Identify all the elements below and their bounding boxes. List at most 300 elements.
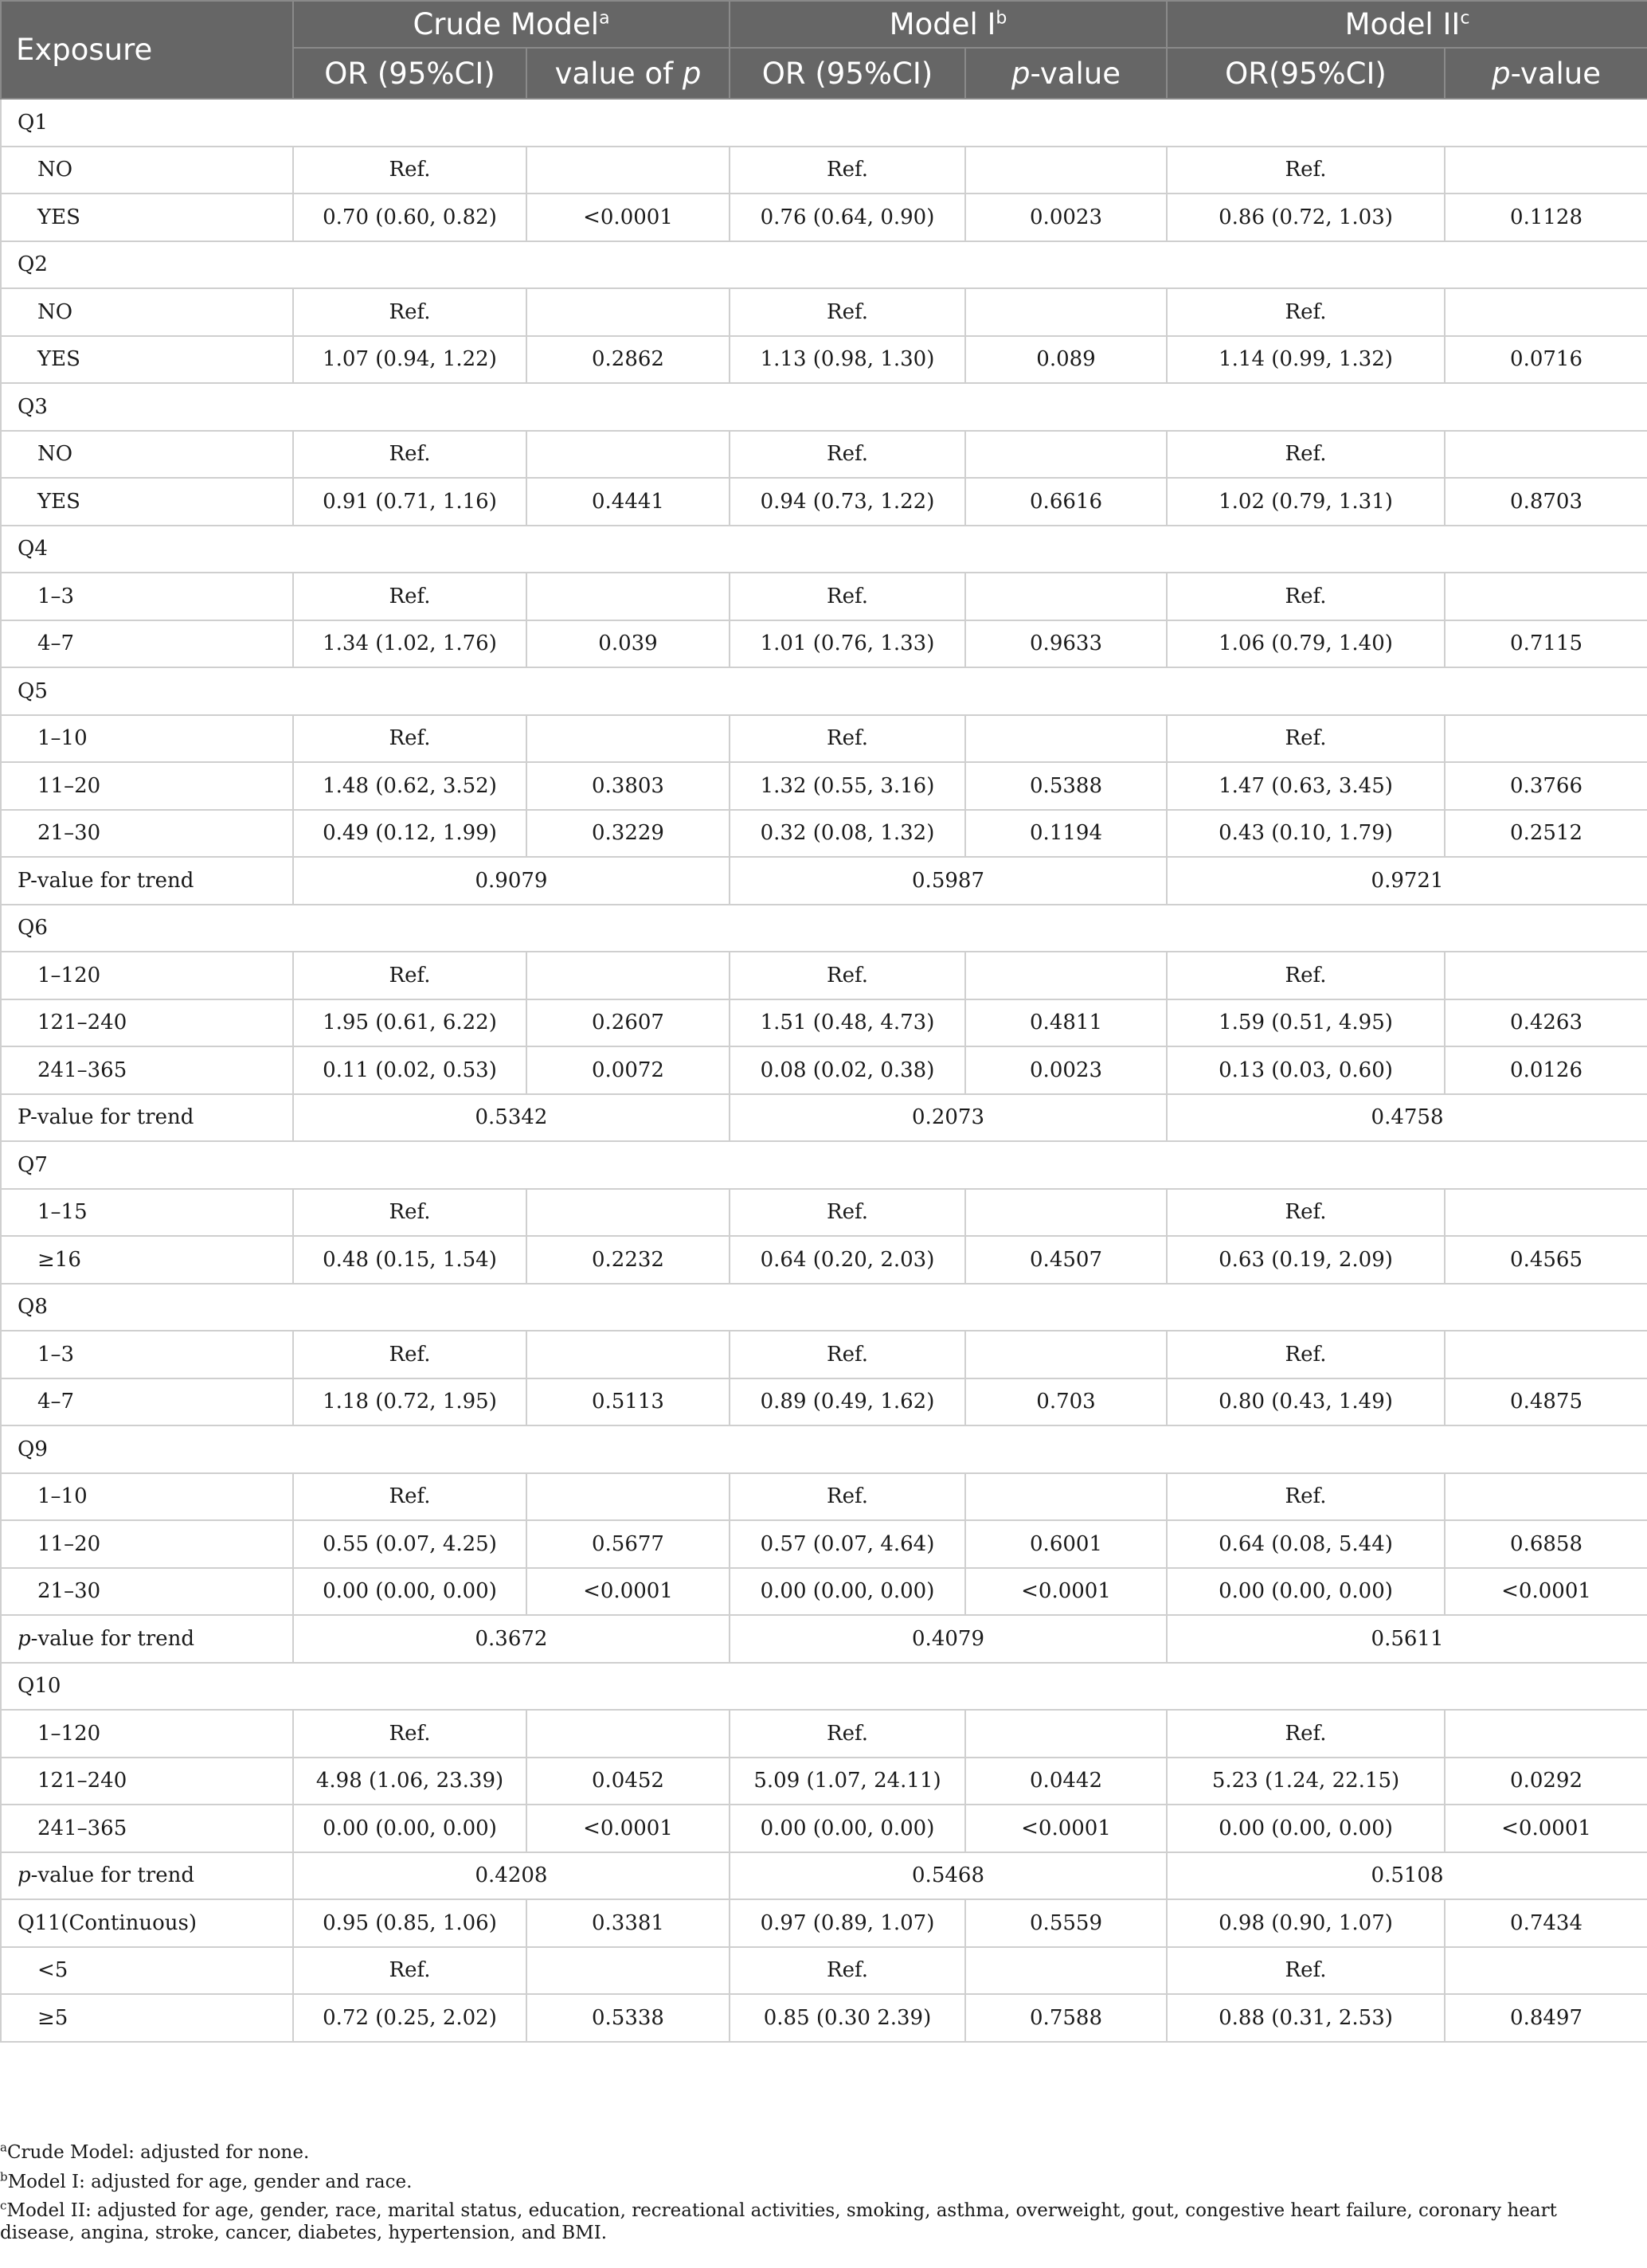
model-name: Model II xyxy=(1344,7,1461,41)
or-cell: Ref. xyxy=(293,1710,526,1758)
or-cell: Ref. xyxy=(730,573,965,620)
or-cell: Ref. xyxy=(730,1473,965,1521)
p-value-cell xyxy=(526,147,730,194)
p-value-cell: 0.703 xyxy=(965,1378,1167,1426)
group-label: Q6 xyxy=(1,905,293,952)
p-value-cell: <0.0001 xyxy=(526,1568,730,1616)
p-value-cell: 0.1128 xyxy=(1445,194,1647,241)
p-value-cell: 0.0126 xyxy=(1445,1046,1647,1094)
model-i-header xyxy=(730,1,1167,48)
empty-cell xyxy=(730,383,965,431)
empty-cell xyxy=(526,905,730,952)
table-body xyxy=(1,99,1647,2042)
header-text-italic: p xyxy=(682,56,702,91)
p-value-cell: 0.5677 xyxy=(526,1520,730,1568)
or-cell: 0.57 (0.07, 4.64) xyxy=(730,1520,965,1568)
trend-value: 0.4208 xyxy=(293,1852,730,1900)
p-value-cell: 0.3803 xyxy=(526,762,730,810)
or-cell: Ref. xyxy=(293,1331,526,1378)
trend-label xyxy=(1,1615,293,1663)
group-label: Q2 xyxy=(1,241,293,289)
or-cell: 1.95 (0.61, 6.22) xyxy=(293,999,526,1047)
empty-cell xyxy=(730,667,965,715)
header-text: OR(95%CI) xyxy=(1225,56,1387,91)
table-row xyxy=(1,336,1647,384)
header-text: OR (95%CI) xyxy=(324,56,495,91)
or-cell: 1.02 (0.79, 1.31) xyxy=(1167,478,1445,526)
row-label: 241–365 xyxy=(1,1046,293,1094)
p-value-cell: 0.6616 xyxy=(965,478,1167,526)
empty-cell xyxy=(965,241,1167,289)
p-value-cell: <0.0001 xyxy=(1445,1805,1647,1852)
p-value-cell: 0.0442 xyxy=(965,1758,1167,1805)
header-text-italic: p xyxy=(1011,56,1031,91)
footnote-marker: b xyxy=(0,2168,8,2184)
p-value-cell: 0.0292 xyxy=(1445,1758,1647,1805)
table-row xyxy=(1,1520,1647,1568)
table-row xyxy=(1,573,1647,620)
or-cell: Ref. xyxy=(730,1710,965,1758)
footnote-a xyxy=(0,2142,1633,2164)
footnote-text: Crude Model: adjusted for none. xyxy=(6,2142,310,2163)
empty-cell xyxy=(1445,1425,1647,1473)
row-label: NO xyxy=(1,288,293,336)
p-value-cell xyxy=(965,952,1167,999)
or-cell: Ref. xyxy=(730,147,965,194)
p-value-cell: 0.8497 xyxy=(1445,1994,1647,2042)
empty-cell xyxy=(1445,1141,1647,1189)
p-value-cell: 0.0452 xyxy=(526,1758,730,1805)
group-label: Q4 xyxy=(1,526,293,573)
group-row xyxy=(1,1141,1647,1189)
group-label: Q3 xyxy=(1,383,293,431)
trend-value: 0.9079 xyxy=(293,857,730,905)
p-value-cell xyxy=(1445,1189,1647,1237)
p-value-cell xyxy=(965,1710,1167,1758)
trend-row xyxy=(1,1852,1647,1900)
empty-cell xyxy=(1445,526,1647,573)
table-row xyxy=(1,1899,1647,1947)
p-value-cell: 0.7115 xyxy=(1445,620,1647,668)
p-value-cell: <0.0001 xyxy=(526,1805,730,1852)
or-cell: 1.48 (0.62, 3.52) xyxy=(293,762,526,810)
table-header xyxy=(1,1,1647,99)
or-cell: 1.47 (0.63, 3.45) xyxy=(1167,762,1445,810)
p-value-cell: 0.039 xyxy=(526,620,730,668)
footnote-marker: a xyxy=(0,2140,7,2155)
footnote-marker: b xyxy=(996,8,1007,29)
or-cell: Ref. xyxy=(293,952,526,999)
p-value-cell: 0.7588 xyxy=(965,1994,1167,2042)
p-value-cell: 0.6001 xyxy=(965,1520,1167,1568)
model-ii-header xyxy=(1167,1,1647,48)
or-cell: Ref. xyxy=(730,1331,965,1378)
or-cell: Ref. xyxy=(730,952,965,999)
table-row xyxy=(1,147,1647,194)
row-label: 121–240 xyxy=(1,999,293,1047)
p-value-cell xyxy=(1445,1331,1647,1378)
empty-cell xyxy=(730,99,965,147)
p-value-cell xyxy=(526,715,730,763)
row-label: 21–30 xyxy=(1,810,293,858)
or-cell: Ref. xyxy=(1167,147,1445,194)
row-label: 1–10 xyxy=(1,715,293,763)
empty-cell xyxy=(526,1663,730,1711)
crude-p-header xyxy=(526,48,730,99)
or-cell: Ref. xyxy=(1167,1331,1445,1378)
or-cell: Ref. xyxy=(730,715,965,763)
row-label: 1–120 xyxy=(1,1710,293,1758)
table-row xyxy=(1,715,1647,763)
p-value-cell xyxy=(965,1473,1167,1521)
header-text-italic: p xyxy=(1492,56,1511,91)
row-label: 1–10 xyxy=(1,1473,293,1521)
p-value-cell: <0.0001 xyxy=(965,1568,1167,1616)
empty-cell xyxy=(293,667,526,715)
crude-or-header xyxy=(293,48,526,99)
or-cell: 0.08 (0.02, 0.38) xyxy=(730,1046,965,1094)
p-value-cell xyxy=(1445,1473,1647,1521)
label-text: P-value for trend xyxy=(18,868,194,893)
group-row xyxy=(1,667,1647,715)
p-value-cell xyxy=(1445,147,1647,194)
empty-cell xyxy=(1445,667,1647,715)
label-text: -value for trend xyxy=(30,1626,194,1651)
p-value-cell: 0.2607 xyxy=(526,999,730,1047)
footnote-text: Model I: adjusted for age, gender and race. xyxy=(7,2171,413,2192)
table-row xyxy=(1,478,1647,526)
model-ii-p-header xyxy=(1445,48,1647,99)
table-row xyxy=(1,194,1647,241)
model-name: Model I xyxy=(889,7,996,41)
p-value-cell: 0.5559 xyxy=(965,1899,1167,1947)
table-row xyxy=(1,620,1647,668)
empty-cell xyxy=(1167,1284,1445,1331)
table-row xyxy=(1,1710,1647,1758)
model-ii-or-header xyxy=(1167,48,1445,99)
or-cell: 0.00 (0.00, 0.00) xyxy=(293,1568,526,1616)
group-label: Q10 xyxy=(1,1663,293,1711)
empty-cell xyxy=(965,1663,1167,1711)
header-text: -value xyxy=(1030,56,1121,91)
group-row xyxy=(1,241,1647,289)
trend-value: 0.4079 xyxy=(730,1615,1167,1663)
empty-cell xyxy=(965,905,1167,952)
p-value-cell: 0.4565 xyxy=(1445,1236,1647,1284)
or-cell: 0.70 (0.60, 0.82) xyxy=(293,194,526,241)
or-cell: 0.64 (0.08, 5.44) xyxy=(1167,1520,1445,1568)
table-row xyxy=(1,1189,1647,1237)
or-cell: 0.43 (0.10, 1.79) xyxy=(1167,810,1445,858)
table-row xyxy=(1,1331,1647,1378)
empty-cell xyxy=(526,241,730,289)
table-row xyxy=(1,999,1647,1047)
empty-cell xyxy=(526,99,730,147)
or-cell: 0.00 (0.00, 0.00) xyxy=(730,1805,965,1852)
p-value-cell: <0.0001 xyxy=(1445,1568,1647,1616)
or-cell: 1.14 (0.99, 1.32) xyxy=(1167,336,1445,384)
or-cell: Ref. xyxy=(293,288,526,336)
trend-value: 0.2073 xyxy=(730,1094,1167,1142)
p-value-cell: 0.5388 xyxy=(965,762,1167,810)
empty-cell xyxy=(526,1284,730,1331)
p-value-cell xyxy=(1445,952,1647,999)
trend-value: 0.5108 xyxy=(1167,1852,1647,1900)
group-label: Q7 xyxy=(1,1141,293,1189)
or-cell: 0.64 (0.20, 2.03) xyxy=(730,1236,965,1284)
or-cell: 1.13 (0.98, 1.30) xyxy=(730,336,965,384)
or-cell: Ref. xyxy=(293,1189,526,1237)
empty-cell xyxy=(293,383,526,431)
table-row xyxy=(1,1236,1647,1284)
empty-cell xyxy=(965,667,1167,715)
p-value-cell xyxy=(1445,715,1647,763)
row-label: NO xyxy=(1,431,293,479)
header-text: value of xyxy=(554,56,683,91)
empty-cell xyxy=(293,241,526,289)
empty-cell xyxy=(730,1284,965,1331)
trend-value: 0.4758 xyxy=(1167,1094,1647,1142)
or-cell: 0.00 (0.00, 0.00) xyxy=(1167,1568,1445,1616)
or-cell: 0.98 (0.90, 1.07) xyxy=(1167,1899,1445,1947)
p-value-cell: <0.0001 xyxy=(965,1805,1167,1852)
or-cell: 1.18 (0.72, 1.95) xyxy=(293,1378,526,1426)
footnote-marker: a xyxy=(599,8,610,29)
or-cell: Ref. xyxy=(1167,715,1445,763)
trend-row xyxy=(1,857,1647,905)
trend-value: 0.5611 xyxy=(1167,1615,1647,1663)
row-label: ≥16 xyxy=(1,1236,293,1284)
row-label: 121–240 xyxy=(1,1758,293,1805)
p-value-cell xyxy=(526,1473,730,1521)
p-value-cell: 0.4441 xyxy=(526,478,730,526)
p-value-cell: 0.3381 xyxy=(526,1899,730,1947)
or-cell: 4.98 (1.06, 23.39) xyxy=(293,1758,526,1805)
p-value-cell: 0.4507 xyxy=(965,1236,1167,1284)
or-cell: 1.34 (1.02, 1.76) xyxy=(293,620,526,668)
or-cell: 0.00 (0.00, 0.00) xyxy=(1167,1805,1445,1852)
p-value-cell xyxy=(1445,573,1647,620)
or-cell: 1.01 (0.76, 1.33) xyxy=(730,620,965,668)
row-label: 11–20 xyxy=(1,762,293,810)
p-value-cell xyxy=(965,1189,1167,1237)
trend-row xyxy=(1,1094,1647,1142)
or-cell: Ref. xyxy=(730,1189,965,1237)
or-cell: Ref. xyxy=(1167,288,1445,336)
footnote-marker: c xyxy=(1460,8,1470,29)
row-label: 1–120 xyxy=(1,952,293,999)
empty-cell xyxy=(1167,383,1445,431)
empty-cell xyxy=(526,667,730,715)
row-label: 1–15 xyxy=(1,1189,293,1237)
p-value-cell: 0.6858 xyxy=(1445,1520,1647,1568)
trend-value: 0.3672 xyxy=(293,1615,730,1663)
empty-cell xyxy=(965,526,1167,573)
p-value-cell xyxy=(965,1331,1167,1378)
empty-cell xyxy=(1445,1284,1647,1331)
empty-cell xyxy=(293,905,526,952)
label-text-italic: p xyxy=(18,1863,31,1888)
row-label: 1–3 xyxy=(1,1331,293,1378)
or-cell: 0.89 (0.49, 1.62) xyxy=(730,1378,965,1426)
or-cell: Ref. xyxy=(1167,1710,1445,1758)
empty-cell xyxy=(526,1141,730,1189)
p-value-cell xyxy=(965,288,1167,336)
empty-cell xyxy=(965,1141,1167,1189)
footnote-c xyxy=(0,2200,1633,2244)
p-value-cell xyxy=(526,952,730,999)
empty-cell xyxy=(1167,241,1445,289)
p-value-cell xyxy=(965,715,1167,763)
table-row xyxy=(1,1947,1647,1995)
p-value-cell xyxy=(1445,431,1647,479)
table-row xyxy=(1,1568,1647,1616)
or-cell: Ref. xyxy=(730,1947,965,1995)
p-value-cell: 0.1194 xyxy=(965,810,1167,858)
row-label: NO xyxy=(1,147,293,194)
empty-cell xyxy=(293,1284,526,1331)
group-row xyxy=(1,99,1647,147)
group-row xyxy=(1,383,1647,431)
p-value-cell xyxy=(1445,1710,1647,1758)
or-cell: Ref. xyxy=(730,288,965,336)
empty-cell xyxy=(1445,1663,1647,1711)
row-label: YES xyxy=(1,478,293,526)
or-cell: 0.85 (0.30 2.39) xyxy=(730,1994,965,2042)
or-cell: 0.80 (0.43, 1.49) xyxy=(1167,1378,1445,1426)
p-value-cell xyxy=(1445,288,1647,336)
model-i-p-header xyxy=(965,48,1167,99)
empty-cell xyxy=(730,905,965,952)
empty-cell xyxy=(1167,1663,1445,1711)
p-value-cell: 0.0072 xyxy=(526,1046,730,1094)
or-cell: 1.07 (0.94, 1.22) xyxy=(293,336,526,384)
table-row xyxy=(1,1473,1647,1521)
row-label: 4–7 xyxy=(1,1378,293,1426)
empty-cell xyxy=(730,526,965,573)
or-cell: Ref. xyxy=(1167,1473,1445,1521)
or-cell: 0.95 (0.85, 1.06) xyxy=(293,1899,526,1947)
row-label: ≥5 xyxy=(1,1994,293,2042)
or-cell: Ref. xyxy=(293,1947,526,1995)
or-cell: 0.94 (0.73, 1.22) xyxy=(730,478,965,526)
row-label: 241–365 xyxy=(1,1805,293,1852)
model-i-or-header xyxy=(730,48,965,99)
empty-cell xyxy=(1167,667,1445,715)
empty-cell xyxy=(293,1425,526,1473)
p-value-cell xyxy=(526,1947,730,1995)
empty-cell xyxy=(965,99,1167,147)
trend-label xyxy=(1,1852,293,1900)
or-cell: 5.23 (1.24, 22.15) xyxy=(1167,1758,1445,1805)
table-row xyxy=(1,1758,1647,1805)
trend-value: 0.9721 xyxy=(1167,857,1647,905)
p-value-cell: 0.0716 xyxy=(1445,336,1647,384)
or-cell: Ref. xyxy=(293,573,526,620)
row-label: 21–30 xyxy=(1,1568,293,1616)
or-cell: 1.51 (0.48, 4.73) xyxy=(730,999,965,1047)
trend-row xyxy=(1,1615,1647,1663)
header-text: -value xyxy=(1510,56,1601,91)
empty-cell xyxy=(965,1425,1167,1473)
empty-cell xyxy=(730,1663,965,1711)
label-text-italic: p xyxy=(18,1626,31,1651)
p-value-cell: 0.4263 xyxy=(1445,999,1647,1047)
p-value-cell xyxy=(965,431,1167,479)
p-value-cell: 0.2862 xyxy=(526,336,730,384)
empty-cell xyxy=(1167,526,1445,573)
p-value-cell: 0.8703 xyxy=(1445,478,1647,526)
or-cell: 0.97 (0.89, 1.07) xyxy=(730,1899,965,1947)
or-cell: Ref. xyxy=(293,715,526,763)
row-label: YES xyxy=(1,194,293,241)
table-row xyxy=(1,810,1647,858)
p-value-cell xyxy=(1445,1947,1647,1995)
group-label: Q1 xyxy=(1,99,293,147)
empty-cell xyxy=(1445,241,1647,289)
or-cell: 0.88 (0.31, 2.53) xyxy=(1167,1994,1445,2042)
p-value-cell: 0.4875 xyxy=(1445,1378,1647,1426)
p-value-cell xyxy=(526,1331,730,1378)
empty-cell xyxy=(1445,383,1647,431)
row-label: 4–7 xyxy=(1,620,293,668)
p-value-cell xyxy=(526,288,730,336)
or-cell: 0.00 (0.00, 0.00) xyxy=(730,1568,965,1616)
table-row xyxy=(1,431,1647,479)
group-row xyxy=(1,1284,1647,1331)
or-cell: 0.49 (0.12, 1.99) xyxy=(293,810,526,858)
or-cell: Ref. xyxy=(1167,573,1445,620)
p-value-cell: 0.4811 xyxy=(965,999,1167,1047)
group-row xyxy=(1,1425,1647,1473)
p-value-cell: 0.3766 xyxy=(1445,762,1647,810)
or-cell: 0.13 (0.03, 0.60) xyxy=(1167,1046,1445,1094)
row-label: <5 xyxy=(1,1947,293,1995)
p-value-cell: 0.5338 xyxy=(526,1994,730,2042)
empty-cell xyxy=(526,383,730,431)
p-value-cell: 0.089 xyxy=(965,336,1167,384)
empty-cell xyxy=(293,1663,526,1711)
empty-cell xyxy=(965,383,1167,431)
empty-cell xyxy=(526,526,730,573)
or-cell: 0.55 (0.07, 4.25) xyxy=(293,1520,526,1568)
group-row xyxy=(1,905,1647,952)
or-cell: Ref. xyxy=(730,431,965,479)
trend-value: 0.5987 xyxy=(730,857,1167,905)
row-label: YES xyxy=(1,336,293,384)
p-value-cell: 0.2512 xyxy=(1445,810,1647,858)
footnote-marker: c xyxy=(0,2198,7,2213)
row-label: 11–20 xyxy=(1,1520,293,1568)
table-row xyxy=(1,1994,1647,2042)
empty-cell xyxy=(293,526,526,573)
empty-cell xyxy=(1167,1141,1445,1189)
label-text: P-value for trend xyxy=(18,1105,194,1130)
p-value-cell: 0.0023 xyxy=(965,194,1167,241)
footnote-text: Model II: adjusted for age, gender, race, marital status, education, recreational activities, smoking, asthma, overweight, gout, congestive heart failure, coronary heart disease, angina, stroke, cancer, diabetes, hypertension, and BMI. xyxy=(0,2200,1557,2243)
model-name: Crude Model xyxy=(413,7,600,41)
empty-cell xyxy=(1445,905,1647,952)
or-cell: 0.32 (0.08, 1.32) xyxy=(730,810,965,858)
empty-cell xyxy=(293,99,526,147)
or-cell: 0.63 (0.19, 2.09) xyxy=(1167,1236,1445,1284)
p-value-cell xyxy=(965,573,1167,620)
p-value-cell: 0.0023 xyxy=(965,1046,1167,1094)
group-row xyxy=(1,526,1647,573)
or-cell: Ref. xyxy=(1167,1189,1445,1237)
p-value-cell: 0.3229 xyxy=(526,810,730,858)
or-cell: 0.91 (0.71, 1.16) xyxy=(293,478,526,526)
